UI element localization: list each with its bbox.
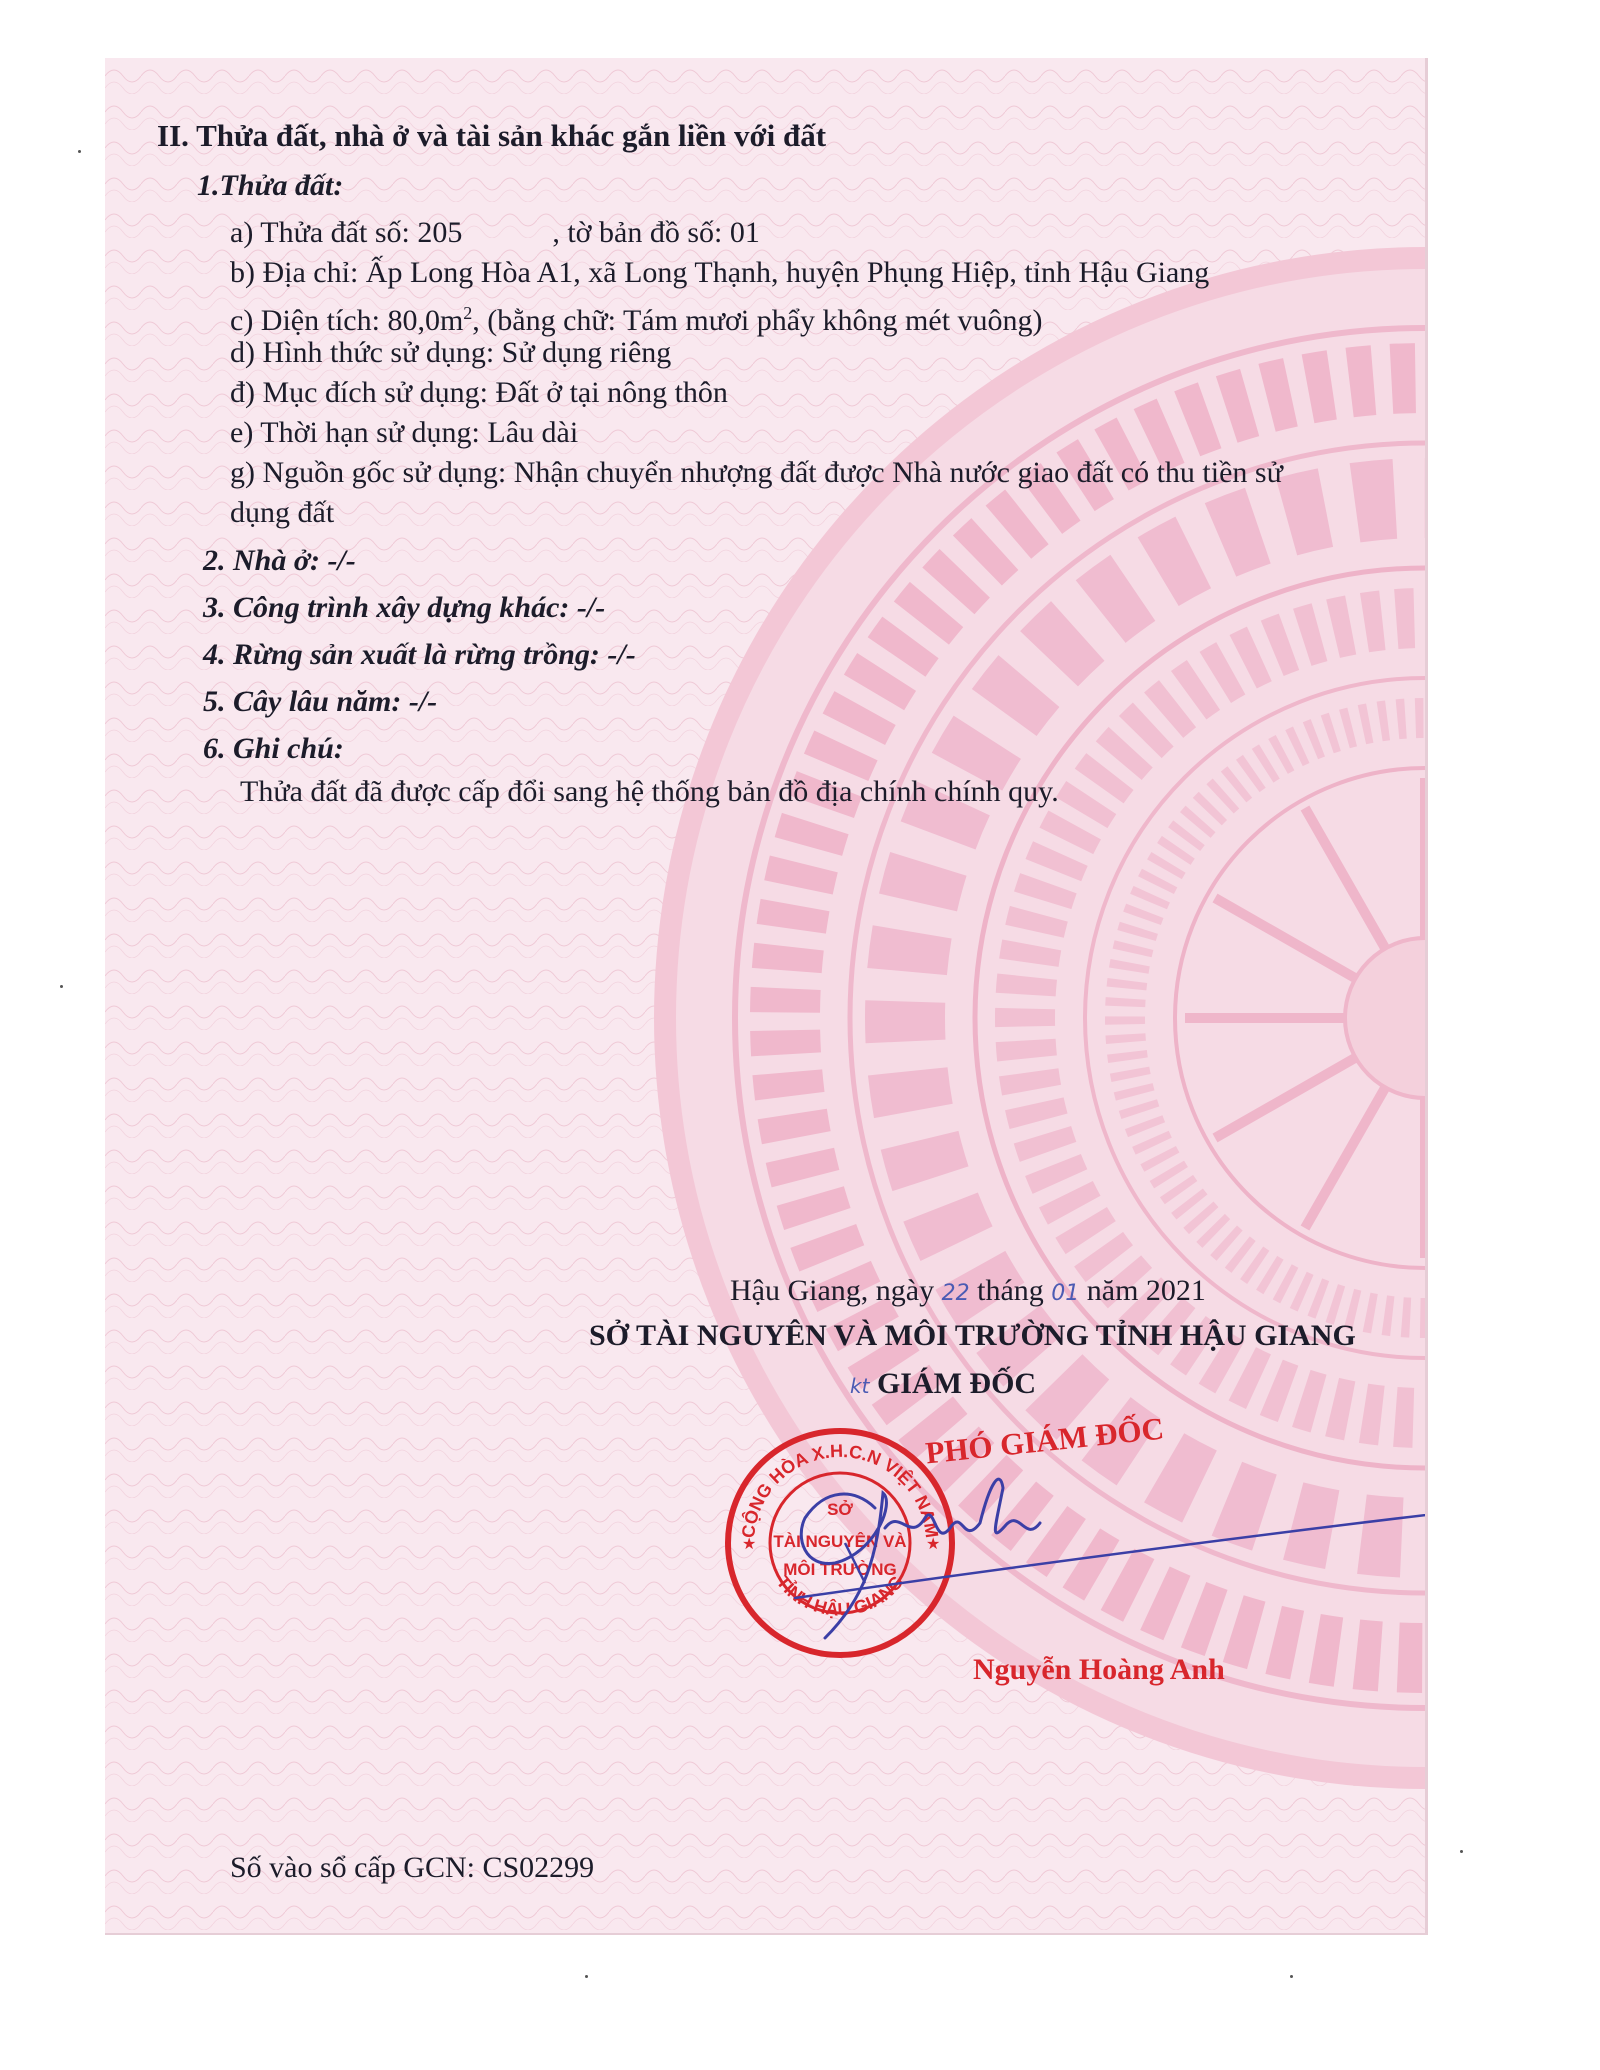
note-text: Thửa đất đã được cấp đổi sang hệ thống bản đồ địa chính chính quy. (240, 775, 1059, 808)
usage-origin-line1: g) Nguồn gốc sử dụng: Nhận chuyển nhượng đất được Nhà nước giao đất có thu tiền sử (230, 456, 1283, 489)
year-label: năm 2021 (1086, 1274, 1206, 1307)
land-heading: 1.Thửa đất: (197, 169, 344, 202)
director-title: GIÁM ĐỐC (876, 1367, 1037, 1400)
scan-speck (1290, 1975, 1293, 1978)
usage-duration: e) Thời hạn sử dụng: Lâu dài (230, 416, 579, 449)
certificate-page (105, 58, 1428, 1935)
month-label: tháng (977, 1274, 1044, 1307)
handwritten-day: 22 (941, 1281, 970, 1306)
construction-item: 3. Công trình xây dựng khác: -/- (203, 591, 606, 624)
area-line (230, 295, 1043, 339)
seal-center-line3: MÔI TRƯỜNG (783, 1560, 897, 1579)
usage-origin-line2: dụng đất (230, 496, 335, 529)
area-value: c) Diện tích: 80,0m (230, 304, 464, 337)
deputy-director-title: PHÓ GIÁM ĐỐC (923, 1410, 1166, 1471)
seal-bottom-text: TỈNH HẬU GIANG (772, 1571, 908, 1620)
place-date-prefix: Hậu Giang, ngày (730, 1274, 935, 1307)
seal-ring-text: CỘNG HÒA X.H.C.N VIỆT NAM (738, 1440, 943, 1540)
forest-item: 4. Rừng sản xuất là rừng trồng: -/- (203, 638, 636, 671)
section-title: II. Thửa đất, nhà ở và tài sản khác gắn liền với đất (157, 118, 827, 153)
seal-center-line1: SỞ (827, 1500, 853, 1519)
place-date (730, 1273, 1206, 1312)
scan-speck (1460, 1850, 1463, 1853)
handwritten-signature (785, 1448, 1428, 1648)
parcel-number-line (230, 215, 760, 251)
scan-speck (60, 985, 63, 988)
scan-speck (585, 1975, 588, 1978)
usage-purpose: đ) Mục đích sử dụng: Đất ở tại nông thôn (230, 376, 728, 409)
area-unit-sup: 2 (463, 303, 473, 323)
svg-text:★: ★ (742, 1536, 757, 1553)
registry-number: Số vào sổ cấp GCN: CS02299 (230, 1851, 595, 1884)
seal-center-line2: TÀI NGUYÊN VÀ (773, 1532, 907, 1551)
signer-name: Nguyễn Hoàng Anh (973, 1653, 1225, 1686)
usage-form: d) Hình thức sử dụng: Sử dụng riêng (230, 336, 672, 369)
note-heading: 6. Ghi chú: (203, 732, 344, 765)
map-sheet-number: , tờ bản đồ số: 01 (552, 216, 760, 249)
perennial-item: 5. Cây lâu năm: -/- (203, 685, 438, 718)
svg-text:★: ★ (926, 1536, 941, 1553)
kt-mark: kt (850, 1374, 870, 1398)
certificate-content (105, 58, 1425, 1933)
address: b) Địa chỉ: Ấp Long Hòa A1, xã Long Thạnh, huyện Phụng Hiệp, tỉnh Hậu Giang (230, 256, 1210, 289)
scan-speck (78, 150, 81, 153)
parcel-number: a) Thửa đất số: 205 (230, 216, 463, 249)
handwritten-month: 01 (1051, 1281, 1080, 1306)
house-item: 2. Nhà ở: -/- (203, 544, 356, 577)
area-in-words: , (bằng chữ: Tám mươi phẩy không mét vuông) (472, 304, 1043, 337)
director-title-line (850, 1366, 1036, 1404)
department-name: SỞ TÀI NGUYÊN VÀ MÔI TRƯỜNG TỈNH HẬU GIANG (589, 1319, 1356, 1352)
